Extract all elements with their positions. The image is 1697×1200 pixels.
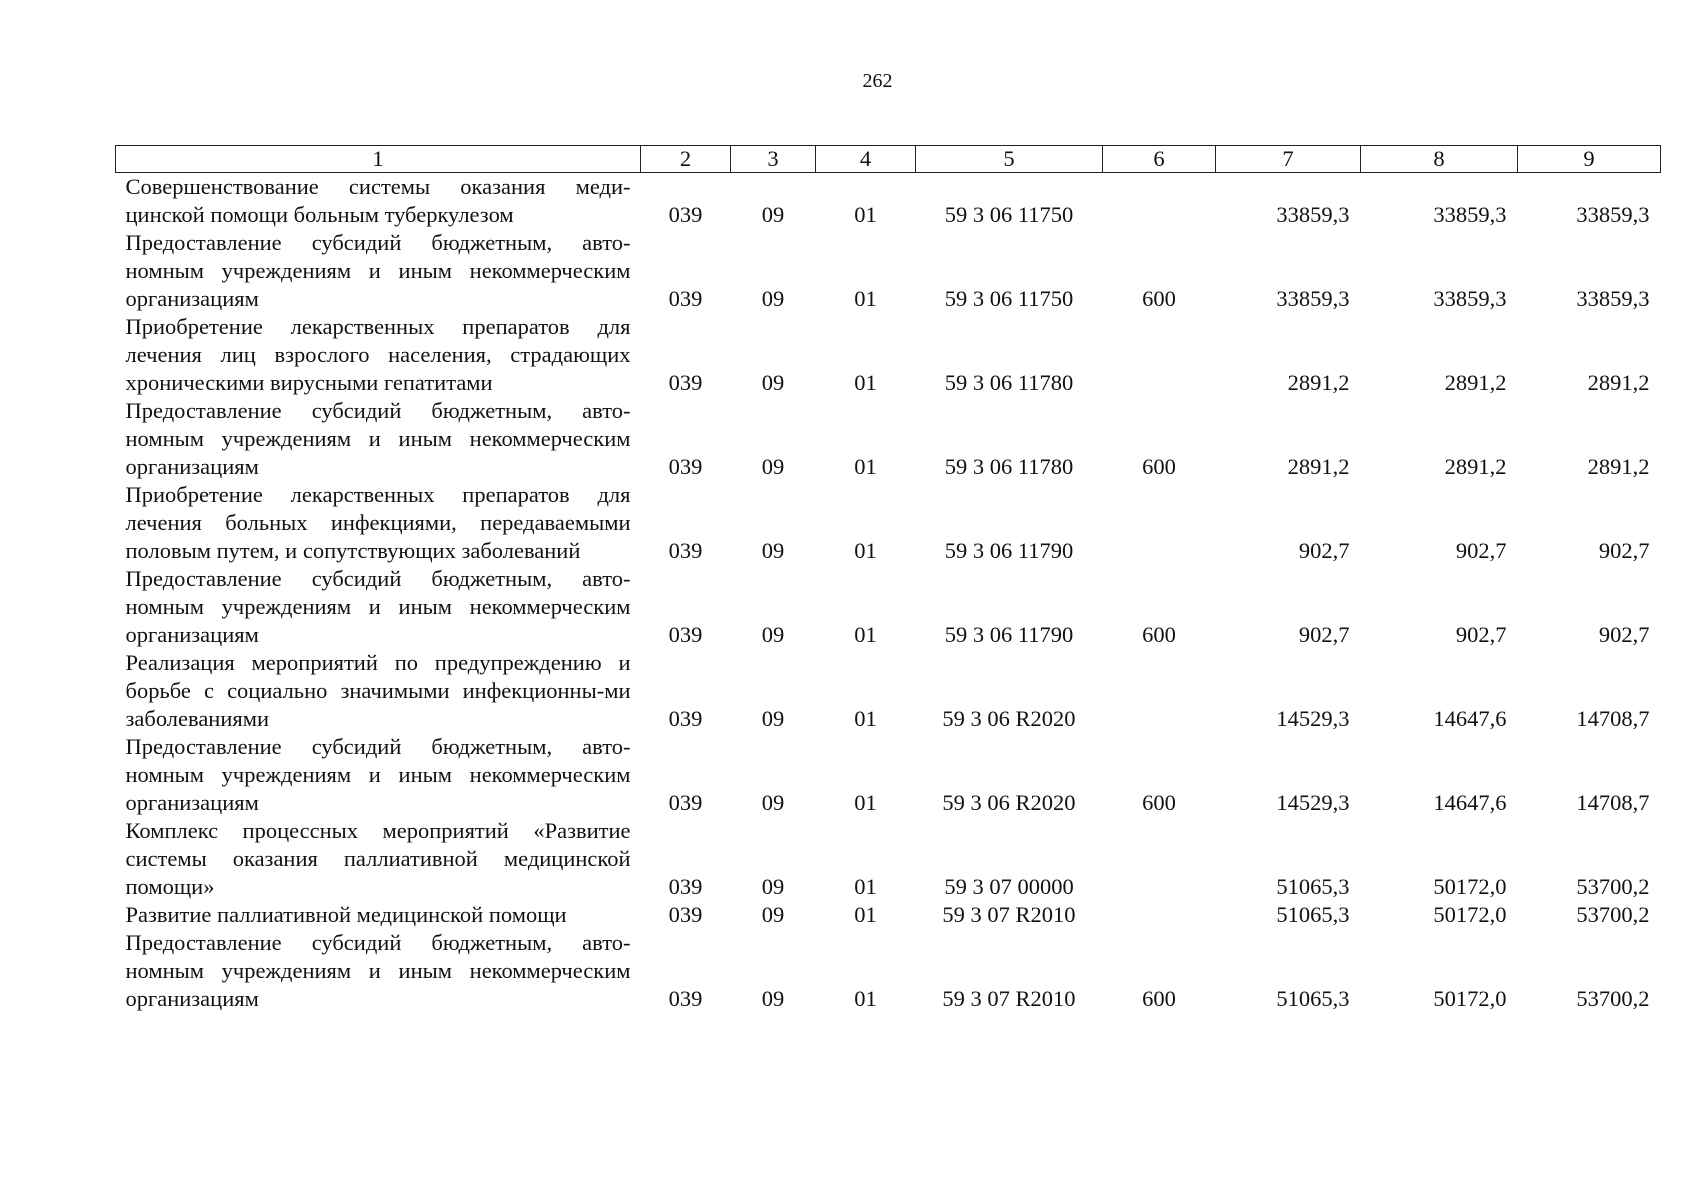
row-ministry-code: 039	[668, 202, 703, 227]
row-expense-type: 600	[1142, 790, 1176, 815]
row-section-code: 09	[761, 454, 785, 479]
row-ministry-code: 039	[668, 902, 703, 927]
row-ministry-code: 039	[668, 622, 703, 647]
row-description: Развитие паллиативной медицинской помощи	[125, 902, 567, 927]
row-description: Совершенствование системы оказания меди-цинской помощи больным туберкулезом	[125, 174, 631, 227]
row-description: Предоставление субсидий бюджетным, авто-номным учреждениям и иным некоммерческим организациям	[125, 734, 631, 815]
row-expense-type: 600	[1142, 454, 1176, 479]
table-row	[116, 817, 1661, 901]
row-subsection-code: 01	[854, 538, 877, 563]
row-amount-8: 14647,6	[1433, 706, 1507, 731]
row-amount-9: 2891,2	[1587, 370, 1650, 395]
row-subsection-code: 01	[854, 874, 877, 899]
row-description: Реализация мероприятий по предупреждению и борьбе с социально значимыми инфекционны-ми заболеваниями	[125, 650, 631, 731]
header-cell-3: 3	[731, 146, 816, 173]
row-amount-7: 14529,3	[1276, 706, 1350, 731]
row-amount-8: 14647,6	[1433, 790, 1507, 815]
row-amount-7: 33859,3	[1276, 286, 1350, 311]
row-target-code: 59 3 06 11780	[944, 370, 1074, 395]
row-expense-type	[1103, 481, 1216, 565]
row-target-code: 59 3 06 11790	[944, 622, 1074, 647]
table-header	[116, 146, 1661, 173]
row-amount-9: 14708,7	[1576, 706, 1650, 731]
row-description: Предоставление субсидий бюджетным, авто-номным учреждениям и иным некоммерческим организациям	[125, 930, 631, 1011]
row-amount-9: 902,7	[1598, 622, 1650, 647]
row-target-code: 59 3 06 R2020	[942, 790, 1076, 815]
table-row	[116, 929, 1661, 1013]
row-amount-8: 50172,0	[1433, 902, 1507, 927]
header-cell-4: 4	[816, 146, 916, 173]
row-amount-8: 50172,0	[1433, 874, 1507, 899]
table-row	[116, 649, 1661, 733]
row-ministry-code: 039	[668, 706, 703, 731]
header-row	[116, 146, 1661, 173]
row-description: Приобретение лекарственных препаратов для лечения больных инфекциями, передаваемыми половым путем, и сопутствующих заболеваний	[125, 482, 631, 563]
row-amount-7: 902,7	[1298, 622, 1350, 647]
row-amount-8: 2891,2	[1444, 370, 1507, 395]
table-row	[116, 733, 1661, 817]
row-ministry-code: 039	[668, 538, 703, 563]
table-row	[116, 397, 1661, 481]
row-amount-9: 33859,3	[1576, 286, 1650, 311]
row-amount-9: 2891,2	[1587, 454, 1650, 479]
row-amount-8: 902,7	[1455, 622, 1507, 647]
budget-table	[115, 145, 1661, 1013]
row-target-code: 59 3 06 11780	[944, 454, 1074, 479]
row-section-code: 09	[761, 790, 785, 815]
row-ministry-code: 039	[668, 286, 703, 311]
row-expense-type	[1103, 817, 1216, 901]
header-cell-1: 1	[116, 146, 641, 173]
row-target-code: 59 3 07 00000	[944, 874, 1074, 899]
row-subsection-code: 01	[854, 706, 877, 731]
row-subsection-code: 01	[854, 202, 877, 227]
row-target-code: 59 3 07 R2010	[942, 986, 1076, 1011]
row-description: Предоставление субсидий бюджетным, авто-номным учреждениям и иным некоммерческим организациям	[125, 398, 631, 479]
row-target-code: 59 3 06 11790	[944, 538, 1074, 563]
row-amount-7: 51065,3	[1276, 986, 1350, 1011]
row-section-code: 09	[761, 986, 785, 1011]
row-subsection-code: 01	[854, 454, 877, 479]
row-ministry-code: 039	[668, 986, 703, 1011]
row-section-code: 09	[761, 622, 785, 647]
row-target-code: 59 3 06 11750	[944, 202, 1074, 227]
row-expense-type	[1103, 173, 1216, 230]
header-cell-7: 7	[1216, 146, 1361, 173]
row-amount-9: 53700,2	[1576, 902, 1650, 927]
row-amount-7: 2891,2	[1287, 370, 1350, 395]
row-description: Приобретение лекарственных препаратов для лечения лиц взрослого населения, страдающих хроническими вирусными гепатитами	[125, 314, 631, 395]
row-expense-type: 600	[1142, 286, 1176, 311]
header-cell-5: 5	[916, 146, 1103, 173]
row-expense-type: 600	[1142, 986, 1176, 1011]
row-amount-9: 33859,3	[1576, 202, 1650, 227]
header-cell-2: 2	[641, 146, 731, 173]
row-expense-type	[1103, 313, 1216, 397]
row-amount-7: 14529,3	[1276, 790, 1350, 815]
row-amount-9: 14708,7	[1576, 790, 1650, 815]
row-amount-9: 902,7	[1598, 538, 1650, 563]
table-row	[116, 229, 1661, 313]
row-description: Предоставление субсидий бюджетным, авто-номным учреждениям и иным некоммерческим организациям	[125, 566, 631, 647]
table-row	[116, 565, 1661, 649]
row-section-code: 09	[761, 706, 785, 731]
row-amount-7: 2891,2	[1287, 454, 1350, 479]
row-expense-type	[1103, 649, 1216, 733]
row-subsection-code: 01	[854, 986, 877, 1011]
row-ministry-code: 039	[668, 874, 703, 899]
row-ministry-code: 039	[668, 454, 703, 479]
row-section-code: 09	[761, 874, 785, 899]
row-amount-9: 53700,2	[1576, 986, 1650, 1011]
row-target-code: 59 3 06 R2020	[942, 706, 1076, 731]
row-subsection-code: 01	[854, 902, 877, 927]
row-subsection-code: 01	[854, 286, 877, 311]
row-expense-type: 600	[1142, 622, 1176, 647]
row-amount-8: 50172,0	[1433, 986, 1507, 1011]
row-amount-7: 51065,3	[1276, 902, 1350, 927]
row-amount-7: 33859,3	[1276, 202, 1350, 227]
row-description: Предоставление субсидий бюджетным, авто-номным учреждениям и иным некоммерческим организациям	[125, 230, 631, 311]
header-cell-6: 6	[1103, 146, 1216, 173]
row-amount-8: 2891,2	[1444, 454, 1507, 479]
page-number: 262	[862, 70, 893, 92]
row-target-code: 59 3 06 11750	[944, 286, 1074, 311]
row-section-code: 09	[761, 286, 785, 311]
row-subsection-code: 01	[854, 622, 877, 647]
row-amount-9: 53700,2	[1576, 874, 1650, 899]
row-ministry-code: 039	[668, 790, 703, 815]
row-target-code: 59 3 07 R2010	[942, 902, 1076, 927]
row-description: Комплекс процессных мероприятий «Развитие системы оказания паллиативной медицинской помощи»	[125, 818, 631, 899]
row-subsection-code: 01	[854, 370, 877, 395]
row-section-code: 09	[761, 202, 785, 227]
header-cell-9: 9	[1518, 146, 1661, 173]
row-amount-7: 51065,3	[1276, 874, 1350, 899]
row-amount-8: 902,7	[1455, 538, 1507, 563]
row-amount-7: 902,7	[1298, 538, 1350, 563]
row-amount-8: 33859,3	[1433, 286, 1507, 311]
row-ministry-code: 039	[668, 370, 703, 395]
table-body	[116, 173, 1661, 1014]
row-subsection-code: 01	[854, 790, 877, 815]
table-row	[116, 481, 1661, 565]
header-cell-8: 8	[1361, 146, 1518, 173]
row-section-code: 09	[761, 538, 785, 563]
table-row	[116, 313, 1661, 397]
row-amount-8: 33859,3	[1433, 202, 1507, 227]
row-section-code: 09	[761, 902, 785, 927]
row-section-code: 09	[761, 370, 785, 395]
table-row	[116, 901, 1661, 929]
row-expense-type	[1103, 901, 1216, 929]
table-row	[116, 173, 1661, 230]
